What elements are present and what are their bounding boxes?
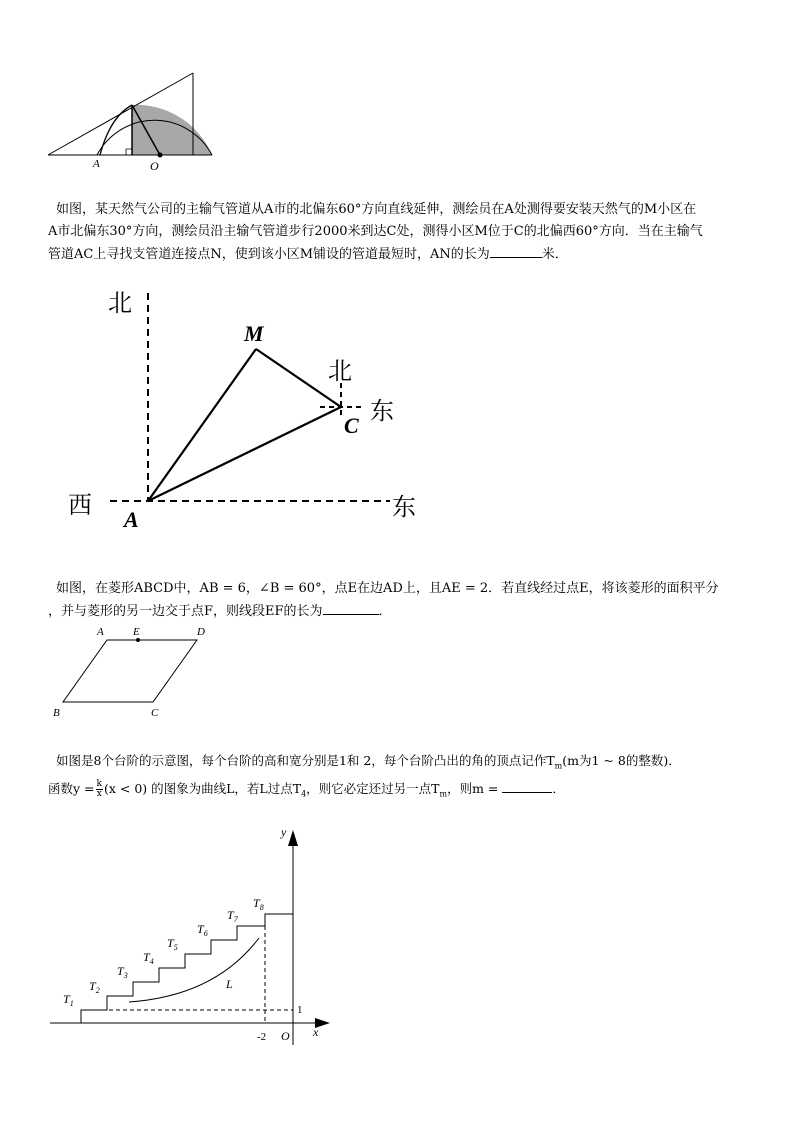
label-c: C: [151, 707, 159, 719]
point-e: [136, 638, 140, 642]
answer-blank-2[interactable]: [323, 600, 379, 615]
label-east-c: 东: [370, 399, 394, 425]
problem3-line2-a: 函数y =: [48, 781, 95, 796]
problem1-line3-post: 米．: [541, 247, 568, 262]
right-angle-mark: [126, 149, 132, 155]
vertex-labels: [63, 896, 264, 1008]
problem3-line1-post: (m为1 ~ 8的整数)．: [562, 753, 681, 768]
axis-label-y: y: [281, 825, 287, 839]
label-m: M: [244, 321, 264, 346]
label-t7: $T_7$: [227, 908, 238, 924]
label-north-c: 北: [328, 359, 352, 385]
problem3-line2-end: ．: [552, 781, 565, 796]
answer-blank-3[interactable]: [502, 778, 552, 793]
segment-am: [148, 349, 256, 501]
shaded-region: [132, 105, 212, 155]
problem1-line3-pre: 管道AC上寻找支管道连接点N，使到该小区M铺设的管道最短时，AN的长为: [48, 247, 490, 262]
problem3-line2: [48, 778, 565, 806]
label-north: 北: [108, 291, 132, 317]
fraction-numerator: k: [96, 779, 102, 789]
label-b: B: [53, 707, 60, 719]
problem1-line3: [48, 243, 568, 266]
segment-ac: [148, 407, 341, 501]
figure-semicircle: [40, 65, 230, 180]
answer-blank-1[interactable]: [490, 243, 542, 258]
tick-neg2: -2: [257, 1031, 267, 1043]
figure-compass: [60, 275, 440, 535]
label-t3: $T_3$: [117, 964, 128, 980]
problem1-line2: A市北偏东30°方向，测绘员沿主输气管道步行2000米到达C处，测得小区M位于C的北偏西60°方向．当在主输气: [48, 224, 703, 239]
problem3-line1-pre: 如图是8个台阶的示意图，每个台阶的高和宽分别是1和 2，每个台阶凸出的角的顶点记作T: [56, 753, 555, 768]
y-axis-arrow: [288, 830, 298, 846]
problem3-line1: [56, 750, 681, 778]
label-east: 东: [392, 495, 416, 521]
figure-rhombus: [45, 620, 225, 725]
problem3-sub-m2: m: [439, 789, 448, 799]
point-o: [158, 153, 163, 158]
problem1-line1: 如图，某天然气公司的主输气管道从A市的北偏东60°方向直线延伸，测绘员在A处测得要安装天然气的M小区在: [56, 202, 697, 217]
curve-label-l: L: [226, 977, 233, 991]
label-a: A: [93, 158, 100, 170]
figure-staircase: [45, 820, 345, 1050]
curve-l: [129, 938, 259, 1002]
problem3-line2-d: ，则m =: [447, 781, 499, 796]
problem2-line2-pre: ，并与菱形的另一边交于点F，则线段EF的长为: [48, 604, 323, 619]
problem3-sub-m: m: [554, 761, 563, 771]
rhombus-abcd: [63, 640, 197, 702]
staircase: [81, 914, 293, 1023]
arc-a: [100, 105, 132, 155]
problem2-line2-post: ．: [378, 604, 392, 619]
fraction-k-over-x: [96, 780, 103, 799]
label-t4: $T_4$: [143, 950, 154, 966]
label-west: 西: [68, 493, 92, 519]
label-o: O: [150, 159, 159, 173]
label-t2: $T_2$: [89, 979, 100, 995]
label-t5: $T_5$: [167, 936, 178, 952]
fraction-denominator: x: [96, 789, 102, 799]
label-e: E: [133, 626, 140, 638]
label-t6: $T_6$: [197, 922, 208, 938]
label-d: D: [197, 626, 205, 638]
label-t1: $T_1$: [63, 992, 74, 1008]
origin-label: O: [281, 1029, 290, 1043]
problem2-line1: 如图，在菱形ABCD中，AB = 6，∠B = 60°，点E在边AD上，且AE = 2．若直线经过点E，将该菱形的面积平分: [56, 581, 719, 596]
label-a: A: [124, 507, 139, 532]
label-a: A: [97, 626, 104, 638]
label-c: C: [344, 413, 359, 438]
tick-1: 1: [297, 1004, 303, 1016]
problem3-line2-c: ，则它必定还过另一点T: [306, 781, 440, 796]
problem3-line2-b: (x < 0) 的图象为曲线L，若L过点T: [103, 781, 302, 796]
axis-label-x: x: [313, 1025, 319, 1039]
problem3-sub-4: 4: [301, 789, 307, 799]
label-t8: $T_8$: [253, 896, 264, 912]
